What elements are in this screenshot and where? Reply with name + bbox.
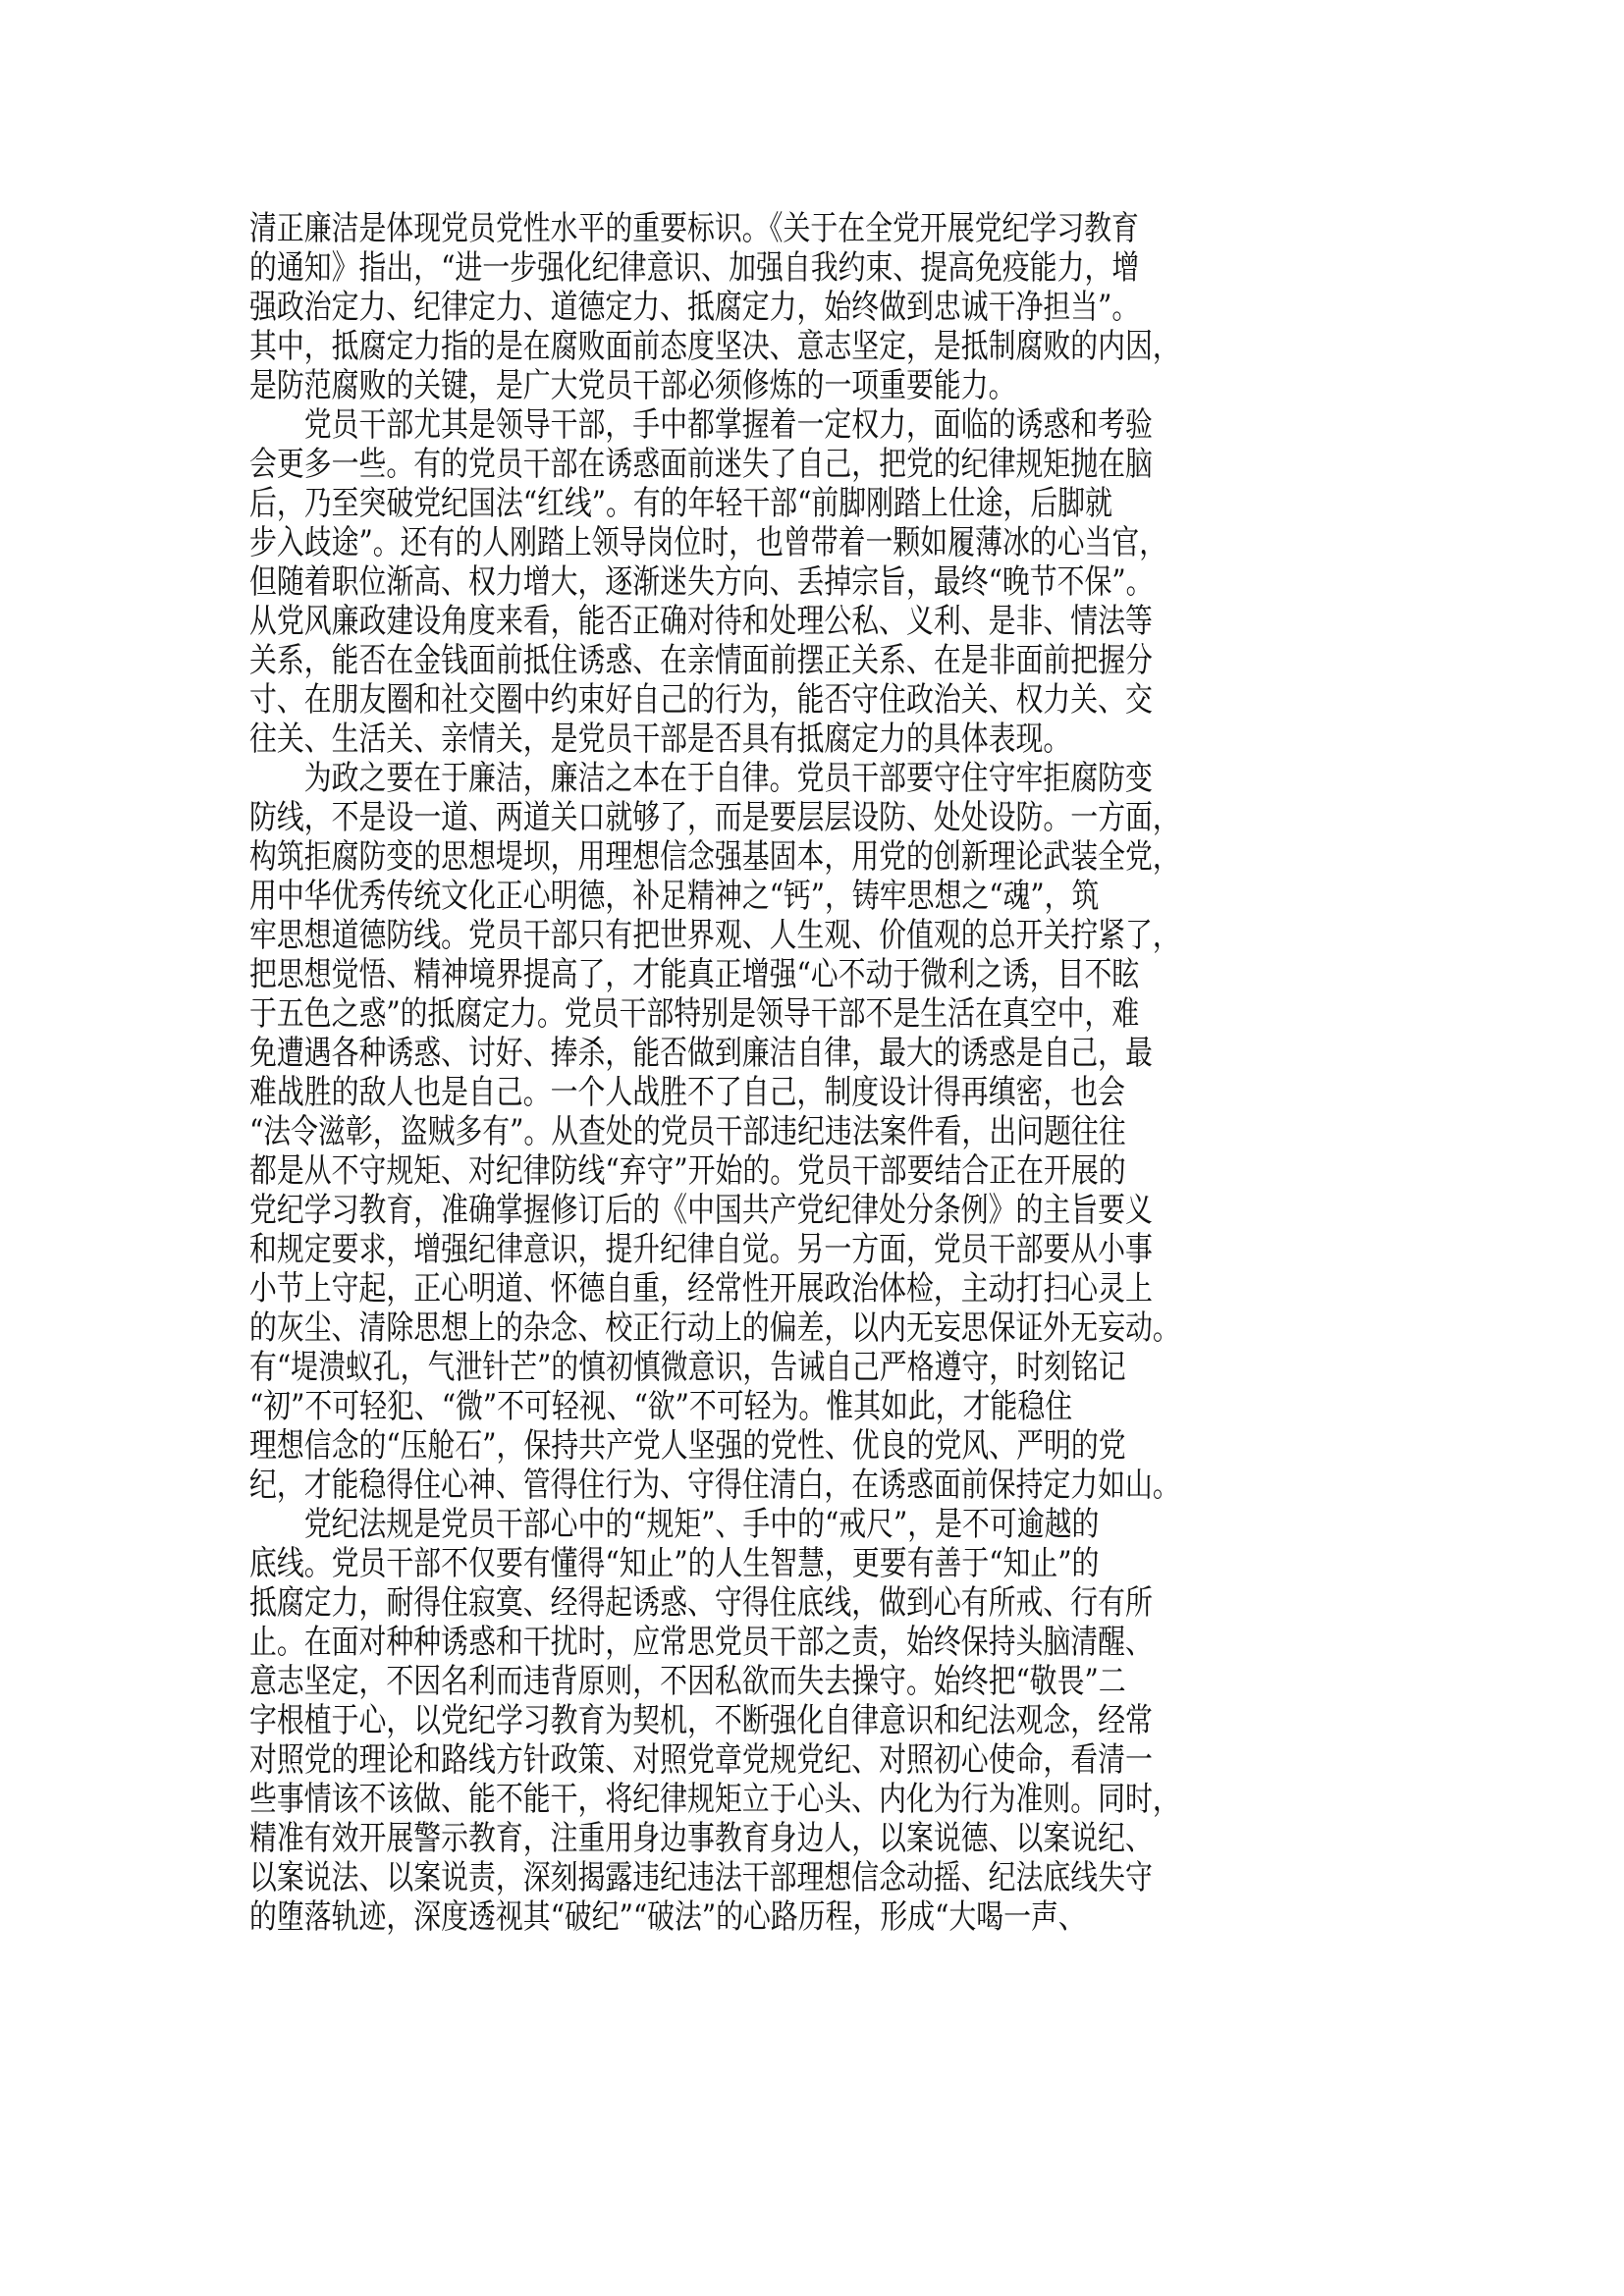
- text-line: 纪，才能稳得住心神、管得住行为、守得住清白，在诱惑面前保持定力如山。: [249, 1466, 1180, 1505]
- paragraph-first-line: 为政之要在于廉洁，廉洁之本在于自律。党员干部要守住守牢拒腐防变: [303, 759, 1153, 798]
- text-line: 清正廉洁是体现党员党性水平的重要标识。《关于在全党开展党纪学习教育: [249, 209, 1139, 248]
- text-line: 抵腐定力，耐得住寂寞、经得起诱惑、守得住底线，做到心有所戒、行有所: [249, 1583, 1153, 1623]
- text-line: 从党风廉政建设角度来看，能否正确对待和处理公私、义利、是非、情法等: [249, 602, 1153, 641]
- text-line: 后，乃至突破党纪国法“红线”。有的年轻干部“前脚刚踏上仕途，后脚就: [249, 484, 1112, 523]
- text-line: 构筑拒腐防变的思想堤坝，用理想信念强基固本，用党的创新理论武装全党，: [249, 837, 1180, 877]
- paragraph-first-line: 党纪法规是党员干部心中的“规矩”、手中的“戒尺”，是不可逾越的: [303, 1505, 1100, 1544]
- text-line: 难战胜的敌人也是自己。一个人战胜不了自己，制度设计得再缜密，也会: [249, 1073, 1125, 1112]
- text-line: 的堕落轨迹，深度透视其“破纪”“破法”的心路历程，形成“大喝一声、: [249, 1897, 1086, 1937]
- text-line: 意志坚定，不因名利而违背原则，不因私欲而失去操守。始终把“敬畏”二: [249, 1662, 1126, 1701]
- text-line: 于五色之惑”的抵腐定力。党员干部特别是领导干部不是生活在真空中，难: [249, 994, 1140, 1034]
- text-line: 步入歧途”。还有的人刚踏上领导岗位时，也曾带着一颗如履薄冰的心当官，: [249, 523, 1167, 562]
- text-line: 强政治定力、纪律定力、道德定力、抵腐定力，始终做到忠诚干净担当”。: [249, 288, 1140, 327]
- text-line: 防线，不是设一道、两道关口就够了，而是要层层设防、处处设防。一方面，: [249, 798, 1180, 837]
- text-line: 寸、在朋友圈和社交圈中约束好自己的行为，能否守住政治关、权力关、交: [249, 680, 1153, 720]
- text-line: 牢思想道德防线。党员干部只有把世界观、人生观、价值观的总开关拧紧了，: [249, 916, 1180, 955]
- text-line: 小节上守起，正心明道、怀德自重，经常性开展政治体检，主动打扫心灵上: [249, 1269, 1153, 1308]
- text-line: 用中华优秀传统文化正心明德，补足精神之“钙”，铸牢思想之“魂”，筑: [249, 877, 1100, 916]
- text-line: 的通知》指出，“进一步强化纪律意识、加强自我约束、提高免疫能力，增: [249, 248, 1140, 288]
- text-line: 都是从不守规矩、对纪律防线“弃守”开始的。党员干部要结合正在开展的: [249, 1151, 1126, 1191]
- text-line: 精准有效开展警示教育，注重用身边事教育身边人，以案说德、以案说纪、: [249, 1819, 1153, 1858]
- text-line: 免遭遇各种诱惑、讨好、捧杀，能否做到廉洁自律，最大的诱惑是自己，最: [249, 1034, 1153, 1073]
- text-line: 的灰尘、清除思想上的杂念、校正行动上的偏差，以内无妄思保证外无妄动。: [249, 1308, 1180, 1348]
- text-line: 把思想觉悟、精神境界提高了，才能真正增强“心不动于微利之诱，目不眩: [249, 955, 1140, 994]
- text-line: 是防范腐败的关键，是广大党员干部必须修炼的一项重要能力。: [249, 366, 1016, 405]
- text-line: 有“堤溃蚁孔，气泄针芒”的慎初慎微意识，告诫自己严格遵守，时刻铭记: [249, 1348, 1126, 1387]
- text-line: 往关、生活关、亲情关，是党员干部是否具有抵腐定力的具体表现。: [249, 720, 1071, 759]
- text-line: 底线。党员干部不仅要有懂得“知止”的人生智慧，更要有善于“知止”的: [249, 1544, 1100, 1583]
- text-line: 字根植于心，以党纪学习教育为契机，不断强化自律意识和纪法观念，经常: [249, 1701, 1153, 1740]
- text-line: 其中，抵腐定力指的是在腐败面前态度坚决、意志坚定，是抵制腐败的内因，: [249, 327, 1180, 366]
- text-line: 止。在面对种种诱惑和干扰时，应常思党员干部之责，始终保持头脑清醒、: [249, 1623, 1153, 1662]
- text-line: 和规定要求，增强纪律意识，提升纪律自觉。另一方面，党员干部要从小事: [249, 1230, 1153, 1269]
- text-line: “法令滋彰，盗贼多有”。从查处的党员干部违纪违法案件看，出问题往往: [249, 1112, 1126, 1151]
- text-line: 理想信念的“压舱石”，保持共产党人坚强的党性、优良的党风、严明的党: [249, 1426, 1126, 1466]
- text-line: 以案说法、以案说责，深刻揭露违纪违法干部理想信念动摇、纪法底线失守: [249, 1858, 1153, 1897]
- text-line: “初”不可轻犯、“微”不可轻视、“欲”不可轻为。惟其如此，才能稳住: [249, 1387, 1073, 1426]
- text-line: 些事情该不该做、能不能干，将纪律规矩立于心头、内化为行为准则。同时，: [249, 1780, 1180, 1819]
- text-line: 对照党的理论和路线方针政策、对照党章党规党纪、对照初心使命，看清一: [249, 1740, 1153, 1780]
- text-line: 但随着职位渐高、权力增大，逐渐迷失方向、丢掉宗旨，最终“晚节不保”。: [249, 562, 1154, 602]
- paragraph-first-line: 党员干部尤其是领导干部，手中都掌握着一定权力，面临的诱惑和考验: [303, 405, 1153, 445]
- text-line: 关系，能否在金钱面前抵住诱惑、在亲情面前摆正关系、在是非面前把握分: [249, 641, 1153, 680]
- document-body: [249, 209, 1624, 1937]
- text-line: 党纪学习教育，准确掌握修订后的《中国共产党纪律处分条例》的主旨要义: [249, 1191, 1153, 1230]
- text-line: 会更多一些。有的党员干部在诱惑面前迷失了自己，把党的纪律规矩抛在脑: [249, 445, 1153, 484]
